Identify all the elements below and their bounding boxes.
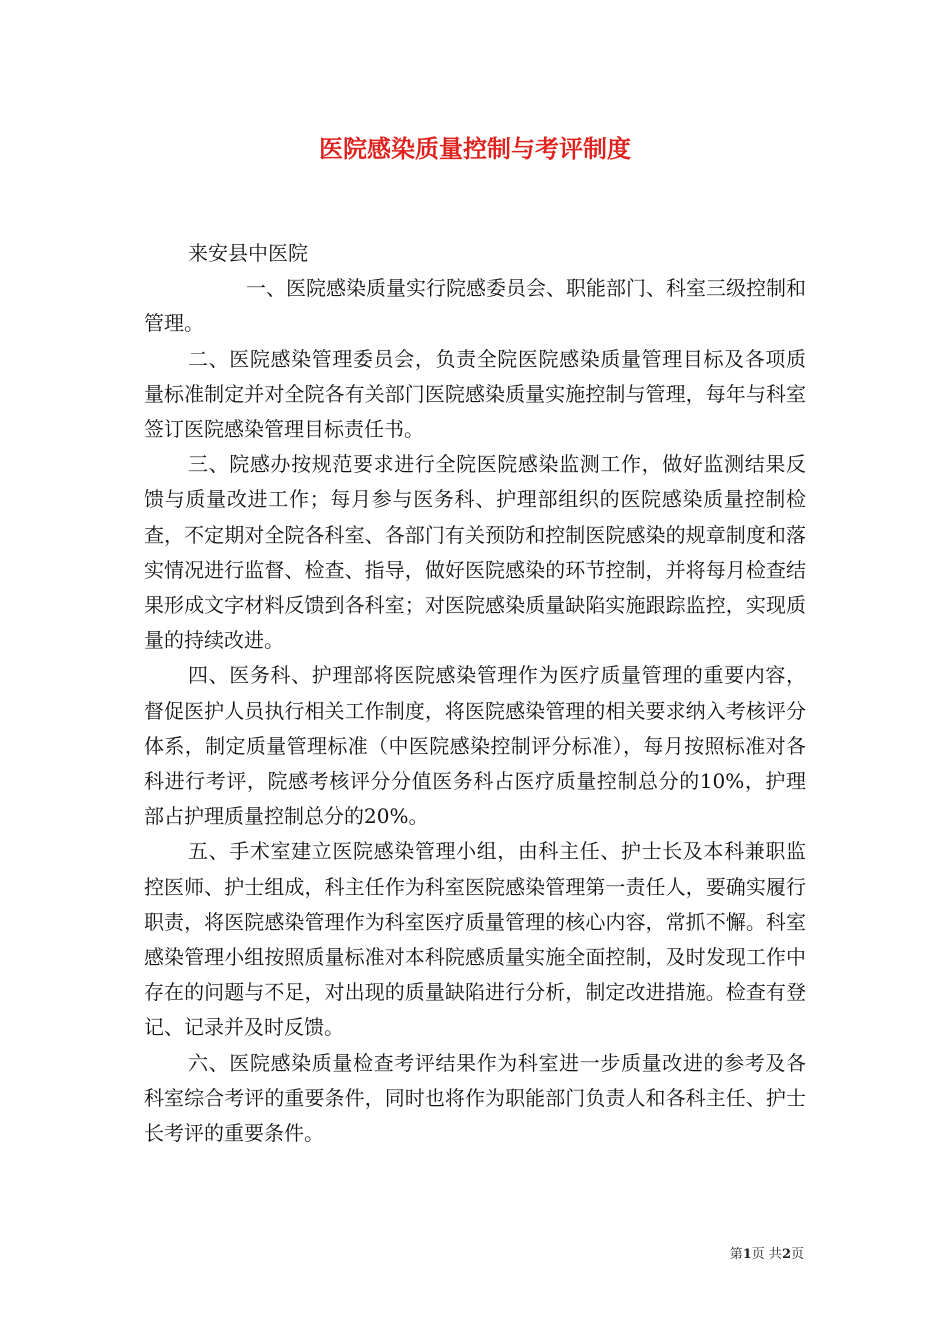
document-body [144,236,806,1151]
paragraph-1: 一、医院感染质量实行院感委员会、职能部门、科室三级控制和管理。 [144,276,806,336]
document-title: 医院感染质量控制与考评制度 [319,134,631,163]
footer-suffix: 页 [790,1247,804,1262]
footer-page-total: 2 [781,1247,791,1262]
footer-middle: 页 共 [751,1247,782,1262]
paragraph-3: 三、院感办按规范要求进行全院医院感染监测工作，做好监测结果反馈与质量改进工作；每月参与医务科、护理部组织的医院感染质量控制检查，不定期对全院各科室、各部门有关预防和控制医院感染的规章制度和落实情况进行监督、检查、指导，做好医院感染的环节控制，并将每月检查结果形成文字材料反馈到各科室；对医院感染质量缺陷实施跟踪监控，实现质量的持续改进。 [144,452,806,653]
paragraph-2: 二、医院感染管理委员会，负责全院医院感染质量管理目标及各项质量标准制定并对全院各有关部门医院感染质量实施控制与管理，每年与科室签订医院感染管理目标责任书。 [144,346,806,442]
footer-prefix: 第 [729,1247,743,1262]
paragraph-4: 四、医务科、护理部将医院感染管理作为医疗质量管理的重要内容，督促医护人员执行相关工作制度，将医院感染管理的相关要求纳入考核评分体系，制定质量管理标准（中医院感染控制评分标准），每月按照标准对各科进行考评，院感考核评分分值医务科占医疗质量控制总分的10%，护理部占护理质量控制总分的20%。 [144,663,806,829]
paragraph-5: 五、手术室建立医院感染管理小组，由科主任、护士长及本科兼职监控医师、护士组成，科主任作为科室医院感染管理第一责任人，要确实履行职责，将医院感染管理作为科室医疗质量管理的核心内容，常抓不懈。科室感染管理小组按照质量标准对本科院感质量实施全面控制，及时发现工作中存在的问题与不足，对出现的质量缺陷进行分析，制定改进措施。检查有登记、记录并及时反馈。 [144,839,806,1040]
organization-name: 来安县中医院 [188,241,308,265]
footer-page-number: 1 [742,1247,752,1262]
paragraph-6: 六、医院感染质量检查考评结果作为科室进一步质量改进的参考及各科室综合考评的重要条件，同时也将作为职能部门负责人和各科主任、护士长考评的重要条件。 [144,1050,806,1146]
page-footer [730,1246,804,1264]
